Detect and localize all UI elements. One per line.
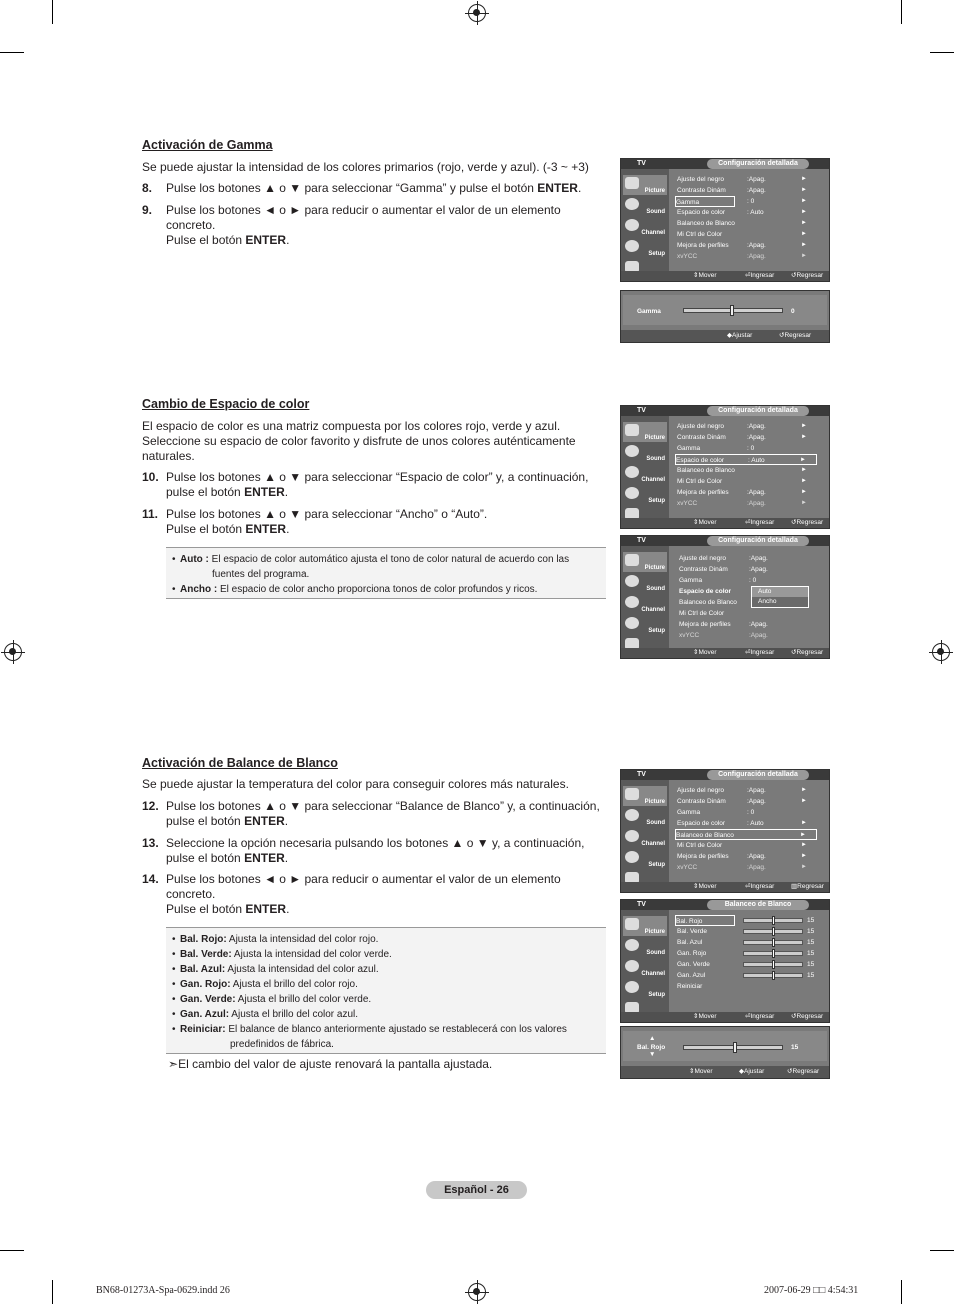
whitebalance-notes: • Bal. Rojo: Ajusta la intensidad del color rojo. • Bal. Verde: Ajusta la intensidad del color verde. • Bal. Azul: Ajusta la intensidad del color azul. • Gan. Rojo: Ajusta el brillo del color rojo. • Gan. Verde: Ajusta el brillo del color verde. • Gan. Azul: Ajusta el brillo del color azul. • Reiniciar: El balance de blanco anteriormente ajustado se restablecerá con los valores predefinidos de fábrica. <box>166 927 606 1054</box>
setup-icon <box>625 981 639 993</box>
crop-mark <box>901 1280 902 1304</box>
sound-icon <box>625 809 639 821</box>
setup-icon <box>625 240 639 252</box>
step-11: 11. Pulse los botones ▲ o ▼ para seleccionar “Ancho” o “Auto”. Pulse el botón ENTER. <box>142 507 488 536</box>
osd-menu-colorspace-dropdown: TV Configuración detallada Picture Sound Channel Setup Ajuste del negro :Apag. Contraste Dinám :Apag. Gamma : 0 Espacio de color Balanceo de Blanco Mi Ctrl de Color Mejora de perfiles :Apag. xvYCC :Apag. Auto Ancho ⇕ Mover ⏎ Ingresar ↺ Regresar <box>620 535 830 659</box>
down-arrow-icon: ▼ <box>649 1051 656 1058</box>
crop-mark <box>930 1250 954 1251</box>
crop-mark <box>52 0 53 24</box>
channel-icon <box>625 830 639 842</box>
step-13: 13. Seleccione la opción necesaria pulsando los botones ▲ o ▼ y, a continuación, pulse el botón ENTER. <box>142 836 585 865</box>
osd-menu-whitebalance-sub: TV Balanceo de Blanco Picture Sound Channel Setup Bal. Rojo 15 Bal. Verde 15 Bal. Azul 15 Gan. Rojo 15 Gan. Verde 15 Gan. Azul 15 Reiniciar ⇕ Mover ⏎ Ingresar ↺ Regresar <box>620 899 830 1023</box>
registration-mark-icon <box>4 643 22 661</box>
colorspace-dropdown: Auto Ancho <box>751 586 809 608</box>
file-slug: BN68-01273A-Spa-0629.indd 26 <box>96 1285 230 1296</box>
setup-icon <box>625 851 639 863</box>
up-arrow-icon: ▲ <box>649 1035 656 1042</box>
crop-mark <box>901 0 902 24</box>
registration-mark-icon <box>468 4 486 22</box>
gamma-intro: Se puede ajustar la intensidad de los colores primarios (rojo, verde y azul). (-3 ~ +3) <box>142 160 589 174</box>
sound-icon <box>625 445 639 457</box>
section-heading-colorspace: Cambio de Espacio de color <box>142 397 310 411</box>
setup-icon <box>625 487 639 499</box>
sound-icon <box>625 198 639 210</box>
colorspace-intro: El espacio de color es una matriz compuesta por los colores rojo, verde y azul. Seleccione su espacio de color favorito y disfrute de unos colores auténticamente naturales. <box>142 419 576 463</box>
osd-menu-whitebalance: TV Configuración detallada Picture Sound Channel Setup Ajuste del negro :Apag. ► Contraste Dinám :Apag. ► Gamma : 0 Espacio de color : Auto ► Balanceo de Blanco ► Mi Ctrl de Color ► Mejora de perfiles :Apag. ► xvYCC :Apag. ► ⇕ Mover ⏎ Ingresar ▥ Regresar <box>620 769 830 893</box>
whitebalance-intro: Se puede ajustar la temperatura del color para conseguir colores más naturales. <box>142 777 569 791</box>
osd-gamma-slider: Gamma 0 ◆ Ajustar ↺ Regresar <box>620 290 830 343</box>
whitebalance-tip: ➣El cambio del valor de ajuste renovará la pantalla ajustada. <box>168 1057 493 1071</box>
picture-icon <box>625 424 639 436</box>
section-heading-gamma: Activación de Gamma <box>142 138 273 152</box>
section-heading-whitebalance: Activación de Balance de Blanco <box>142 756 338 770</box>
tip-arrow-icon: ➣ <box>168 1057 179 1071</box>
osd-menu-gamma: TV Configuración detallada Picture Sound Channel Setup Ajuste del negro :Apag. ► Contraste Dinám :Apag. ► Gamma : 0 ► Espacio de color : Auto ► Balanceo de Blanco ► Mi Ctrl de Color ► Mejora de perfiles :Apag. ► xvYCC :Apag. ► ⇕ Mover ⏎ Ingresar ↺ Regresar <box>620 158 830 282</box>
osd-balrojo-slider: ▲ Bal. Rojo ▼ 15 ⇕ Mover ◆ Ajustar ↺ Regresar <box>620 1026 830 1079</box>
picture-icon <box>625 918 639 930</box>
step-12: 12. Pulse los botones ▲ o ▼ para seleccionar “Balance de Blanco” y, a continuación, pulse el botón ENTER. <box>142 799 600 828</box>
osd-menu-colorspace: TV Configuración detallada Picture Sound Channel Setup Ajuste del negro :Apag. ► Contraste Dinám :Apag. ► Gamma : 0 Espacio de color : Auto ► Balanceo de Blanco ► Mi Ctrl de Color ► Mejora de perfiles :Apag. ► xvYCC :Apag. ► ⇕ Mover ⏎ Ingresar ↺ Regresar <box>620 405 830 529</box>
crop-mark <box>52 1280 53 1304</box>
crop-mark <box>0 1250 24 1251</box>
step-10: 10. Pulse los botones ▲ o ▼ para seleccionar “Espacio de color” y, a continuación, pulse el botón ENTER. <box>142 470 589 499</box>
step-9: 9. Pulse los botones ◄ o ► para reducir o aumentar el valor de un elemento concreto. Pulse el botón ENTER. <box>142 203 561 247</box>
registration-mark-icon <box>932 643 950 661</box>
sound-icon <box>625 939 639 951</box>
picture-icon <box>625 554 639 566</box>
picture-icon <box>625 177 639 189</box>
picture-icon <box>625 788 639 800</box>
page-number: Español - 26 <box>426 1181 527 1199</box>
channel-icon <box>625 960 639 972</box>
date-slug: 2007-06-29 □□ 4:54:31 <box>764 1285 859 1296</box>
setup-icon <box>625 617 639 629</box>
crop-mark <box>930 52 954 53</box>
registration-mark-icon <box>468 1283 486 1301</box>
channel-icon <box>625 219 639 231</box>
step-8: 8. Pulse los botones ▲ o ▼ para seleccionar “Gamma” y pulse el botón ENTER. <box>142 181 582 195</box>
step-14: 14. Pulse los botones ◄ o ► para reducir o aumentar el valor de un elemento concreto. Pulse el botón ENTER. <box>142 872 561 916</box>
sound-icon <box>625 575 639 587</box>
channel-icon <box>625 466 639 478</box>
channel-icon <box>625 596 639 608</box>
colorspace-notes: • Auto : El espacio de color automático ajusta el tono de color natural de acuerdo con las fuentes del programa. • Ancho : El espacio de color ancho proporciona tonos de color profundos y ricos. <box>166 547 606 599</box>
crop-mark <box>0 52 24 53</box>
